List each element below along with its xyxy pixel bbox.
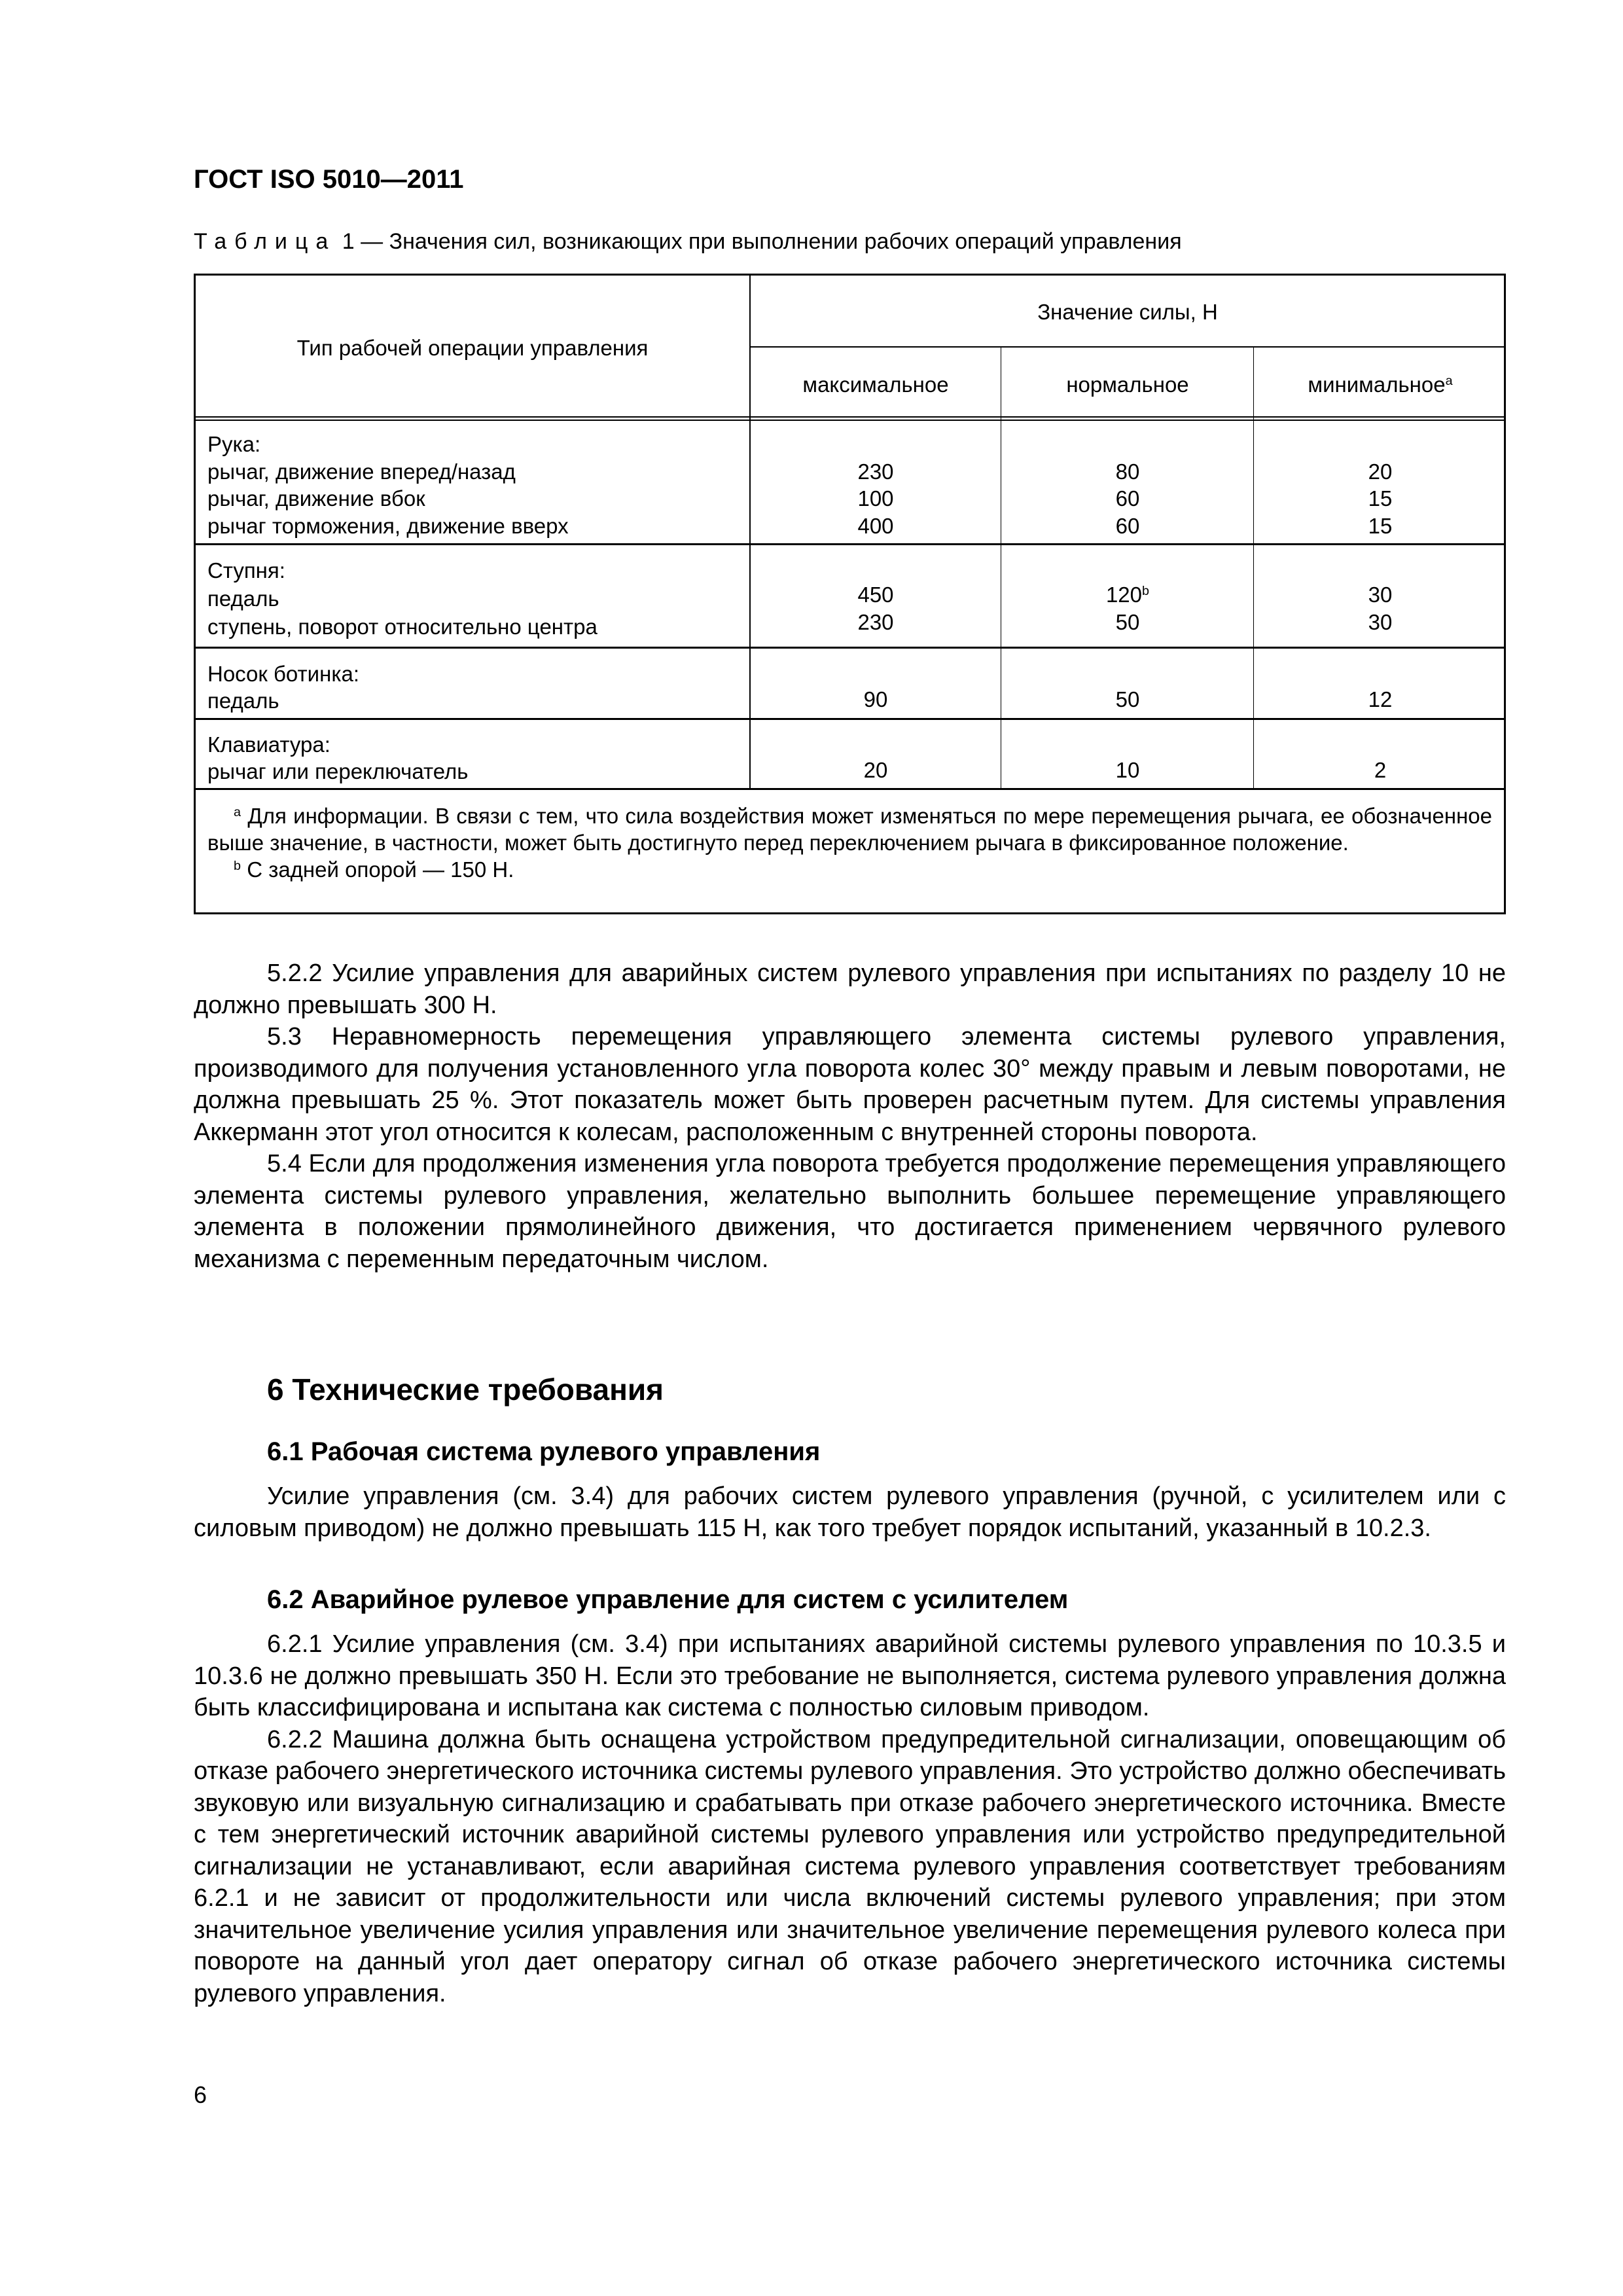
col-header-normal: нормальное xyxy=(1066,372,1189,397)
table-footnotes xyxy=(207,802,1492,883)
footnote-a xyxy=(207,802,1492,856)
cell-min: 15 xyxy=(1368,486,1393,511)
paragraph-6-2-2: 6.2.2 Машина должна быть оснащена устройством предупредительной сигнализации, оповещающим об отказе рабочего энергетического источника системы рулевого управления. Это устройство должно обеспечивать звуковую или визуальную сигнализацию и срабатывать при отказе рабочего энергетического источника. Вместе с тем энергетический источник аварийной системы рулевого управления или устройство предупредительной сигнализации не устанавливают, если аварийная система рулевого управления соответствует требованиям 6.2.1 и не зависит от продолжительности или числа включений системы рулевого управления; при этом значительное увеличение усилия управления или значительное увеличение перемещения рулевого колеса при повороте на данный угол дает оператору сигнал об отказе рабочего энергетического источника системы рулевого управления. xyxy=(194,1725,1506,2007)
cell-max: 450 xyxy=(857,583,894,607)
subsection-6-2-body xyxy=(194,1628,1506,2009)
group-title-keyboard: Клавиатура: xyxy=(207,732,330,757)
header-double-line-1 xyxy=(196,416,1504,418)
cell-max: 400 xyxy=(857,514,894,538)
paragraph-6-1: Усилие управления (см. 3.4) для рабочих систем рулевого управления (ручной, с усилителем или с силовым приводом) не должно превышать 115 Н, как того требует порядок испытаний, указанный в 10.2.3. xyxy=(194,1482,1506,1542)
col-header-max: максимальное xyxy=(802,372,949,397)
group-title-foot: Ступня: xyxy=(207,558,285,583)
paragraph-5-2-2: 5.2.2 Усилие управления для аварийных систем рулевого управления при испытаниях по разделу 10 не должно превышать 300 Н. xyxy=(194,960,1506,1019)
footnote-b xyxy=(207,856,1492,883)
row-divider xyxy=(196,543,1504,545)
cell-normal: 10 xyxy=(1115,758,1140,782)
row-label: рычаг торможения, движение вверх xyxy=(207,514,569,538)
row-label: рычаг или переключатель xyxy=(207,759,469,783)
cell-normal: 60 xyxy=(1115,486,1140,511)
footnote-ref-b: b xyxy=(1142,584,1150,599)
cell-min: 15 xyxy=(1368,514,1393,538)
cell-max: 230 xyxy=(857,610,894,634)
table-caption-label: Таблица xyxy=(194,229,336,254)
row-divider xyxy=(196,647,1504,649)
footnote-mark: b xyxy=(234,859,241,874)
row-divider xyxy=(196,718,1504,720)
footnote-mark: a xyxy=(234,805,241,820)
subsection-6-2-heading: 6.2 Аварийное рулевое управление для систем с усилителем xyxy=(267,1585,1069,1614)
forces-table xyxy=(194,274,1506,914)
row-label: рычаг, движение вперед/назад xyxy=(207,459,516,484)
col-header-group: Значение силы, Н xyxy=(1037,300,1218,324)
document-id-header: ГОСТ ISO 5010—2011 xyxy=(194,165,464,194)
cell-min: 20 xyxy=(1368,459,1393,484)
cell-normal: 60 xyxy=(1115,514,1140,538)
table-caption-number: 1 xyxy=(342,229,355,254)
cell-min: 2 xyxy=(1374,758,1387,782)
footnote-ref-a: a xyxy=(1445,374,1453,389)
row-label: педаль xyxy=(207,586,279,611)
paragraph-5-4: 5.4 Если для продолжения изменения угла поворота требуется продолжение перемещения управляющего элемента системы рулевого управления, желательно выполнить большее перемещение управляющего элемента в положении прямолинейного движения, что достигается применением червячного рулевого механизма с переменным передаточным числом. xyxy=(194,1150,1506,1273)
col-header-min xyxy=(1255,371,1506,399)
footnote-text: Для информации. В связи с тем, что сила воздействия может изменяться по мере перемещения рычага, ее обозначенное выше значение, в частности, может быть достигнуто перед переключением рычага в фиксированное положение. xyxy=(207,804,1492,855)
col-header-type: Тип рабочей операции управления xyxy=(296,336,649,360)
cell-max: 20 xyxy=(863,758,888,782)
table-caption-text: — Значения сил, возникающих при выполнении рабочих операций управления xyxy=(361,229,1182,254)
section-6-heading: 6 Технические требования xyxy=(267,1372,664,1407)
cell-max: 100 xyxy=(857,486,894,511)
subsection-6-1-body xyxy=(194,1480,1506,1544)
group-title-toe: Носок ботинка: xyxy=(207,662,359,686)
cell-min: 30 xyxy=(1368,610,1393,634)
cell-normal: 50 xyxy=(1115,687,1140,711)
paragraph-5-3: 5.3 Неравномерность перемещения управляющего элемента системы рулевого управления, производимого для получения установленного угла поворота колес 30° между правым и левым поворотами, не должна превышать 25 %. Этот показатель может быть проверен расчетным путем. Для системы управления Аккерманн этот угол относится к колесам, расположенным с внутренней стороны поворота. xyxy=(194,1023,1506,1146)
page-number: 6 xyxy=(194,2081,207,2108)
header-double-line-2 xyxy=(196,420,1504,421)
cell-normal xyxy=(1002,581,1253,609)
cell-min: 30 xyxy=(1368,583,1393,607)
col-divider xyxy=(1253,348,1254,789)
subsection-6-1-heading: 6.1 Рабочая система рулевого управления xyxy=(267,1437,821,1466)
table-caption xyxy=(194,229,1182,255)
footnote-divider xyxy=(196,788,1504,790)
cell-min: 12 xyxy=(1368,687,1393,711)
row-label: педаль xyxy=(207,689,279,713)
paragraph-6-2-1: 6.2.1 Усилие управления (см. 3.4) при испытаниях аварийной системы рулевого управления по 10.3.5 и 10.3.6 не должно превышать 350 Н. Если это требование не выполняется, система рулевого управления должна быть классифицирована и испытана как система с полностью силовым приводом. xyxy=(194,1630,1506,1721)
cell-normal-value: 120 xyxy=(1105,583,1143,607)
cell-max: 230 xyxy=(857,459,894,484)
col-header-min-label: минимальное xyxy=(1308,372,1446,397)
group-title-hand: Рука: xyxy=(207,432,261,456)
header-sub-divider xyxy=(749,346,1504,348)
cell-normal: 80 xyxy=(1115,459,1140,484)
row-label: ступень, поворот относительно центра xyxy=(207,615,597,639)
cell-max: 90 xyxy=(863,687,888,711)
cell-normal: 50 xyxy=(1115,610,1140,634)
footnote-text: С задней опорой — 150 Н. xyxy=(247,857,514,882)
row-label: рычаг, движение вбок xyxy=(207,486,425,511)
section-5-continued xyxy=(194,958,1506,1275)
